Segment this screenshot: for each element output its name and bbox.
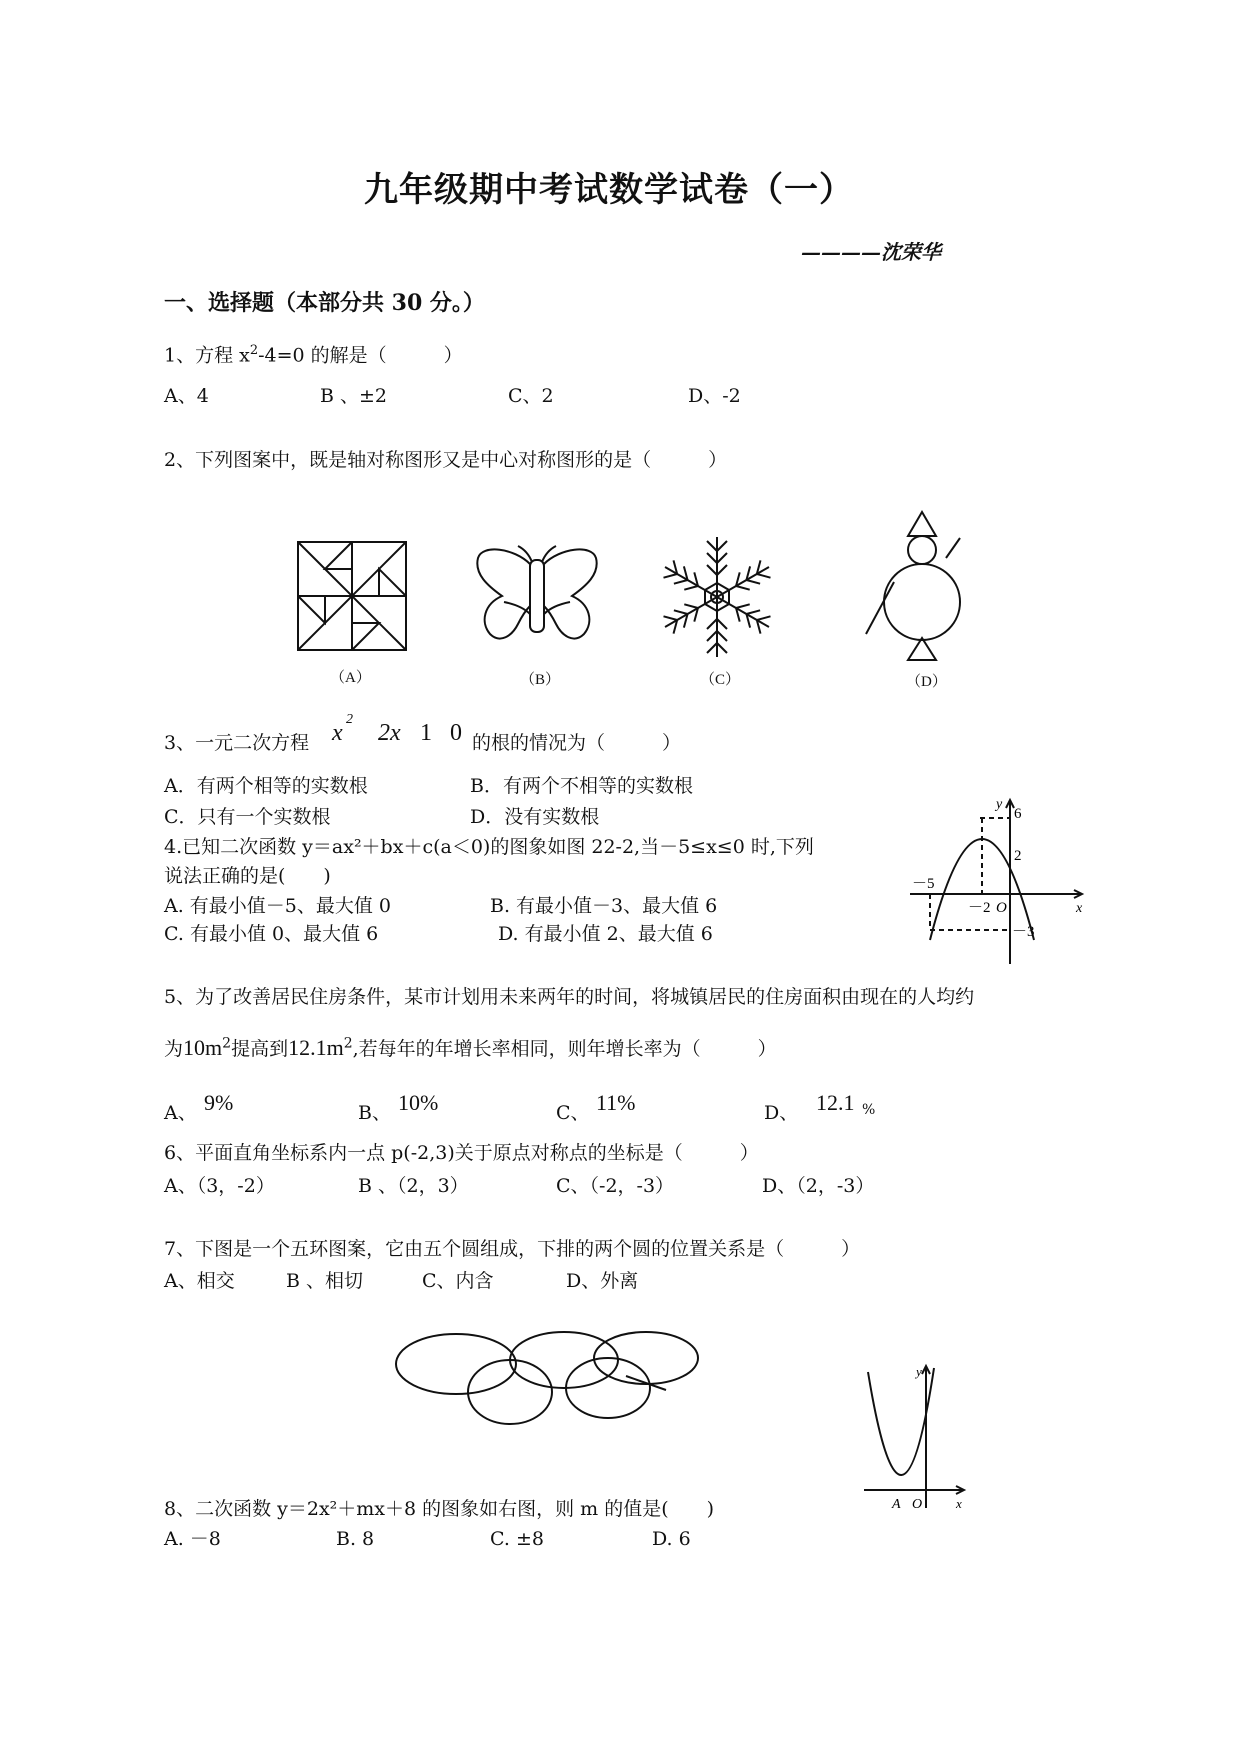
- q5-area1: 10m: [183, 1035, 223, 1060]
- five-rings-figure: [396, 1330, 706, 1430]
- q6-option-c[interactable]: C、（-2，-3）: [556, 1175, 675, 1197]
- q4-graph-origin: O: [996, 900, 1007, 916]
- parabola-graph-q4: [900, 796, 1090, 966]
- q5-option-a[interactable]: [164, 1101, 197, 1125]
- q1-option-c[interactable]: C、2: [508, 385, 554, 407]
- q4-graph-x-label: x: [1076, 901, 1083, 916]
- q8-graph-x-label: x: [956, 1496, 962, 1511]
- author: ————沈荣华: [801, 240, 941, 264]
- q5-option-d-value: 12.1: [816, 1090, 855, 1115]
- q4-line2: 说法正确的是( ): [164, 865, 331, 887]
- q4-line1: 4.已知二次函数 y＝ax²＋bx＋c(a＜0)的图象如图 22-2,当－5≤x≤0 时,下列: [164, 836, 814, 858]
- q5-option-c[interactable]: [556, 1101, 590, 1125]
- q3-prefix: 3、一元二次方程: [164, 732, 310, 754]
- q3-option-a[interactable]: A．有两个相等的实数根: [164, 775, 368, 797]
- q3-formula-0: 0: [450, 720, 462, 746]
- q4-graph-two: 2: [1014, 848, 1022, 864]
- q5-area1-exp: 2: [222, 1035, 232, 1052]
- q1-option-b[interactable]: B 、±2: [320, 385, 388, 407]
- figure-label-a: （A）: [330, 670, 371, 686]
- q1-stem-a: 1、方程 x: [164, 344, 250, 367]
- figure-label-d: （D）: [906, 674, 947, 690]
- q4-option-a[interactable]: A. 有最小值－5、最大值 0: [164, 895, 392, 917]
- pinwheel-figure: [296, 540, 408, 652]
- q8-option-d[interactable]: D. 6: [652, 1528, 691, 1550]
- q3-formula-exp: 2: [346, 712, 353, 727]
- q5-line2: [164, 1034, 777, 1061]
- q5-line2-c: ,若每年的年增长率相同，则年增长率为（ ）: [352, 1038, 777, 1060]
- q6-option-a[interactable]: A、（3，-2）: [164, 1175, 275, 1197]
- q3-formula-1: 1: [420, 720, 432, 746]
- snowflake-figure: [654, 534, 780, 660]
- butterfly-figure: [474, 544, 600, 652]
- q5-line1: 5、为了改善居民住房条件，某市计划用未来两年的时间，将城镇居民的住房面积由现在的人均约: [164, 986, 975, 1008]
- q5-line2-b: 提高到: [231, 1038, 289, 1060]
- section-heading: 一、选择题（本部分共 30 分。）: [164, 290, 485, 316]
- q4-graph-neg3: －3: [1012, 924, 1035, 940]
- q6-option-d[interactable]: D、（2，-3）: [762, 1175, 875, 1197]
- q5-option-a-value: 9%: [204, 1090, 234, 1115]
- q8-graph-y-label: y: [916, 1364, 922, 1379]
- q8-graph-a-label: A: [892, 1497, 901, 1512]
- q4-graph-neg5: －5: [912, 876, 935, 892]
- q4-option-d[interactable]: D. 有最小值 2、最大值 6: [498, 923, 713, 945]
- question-1: [164, 339, 463, 367]
- q5-option-d-letter: D、: [764, 1102, 799, 1124]
- figure-label-b: （B）: [520, 672, 561, 688]
- q5-area2: 12.1m: [288, 1035, 344, 1060]
- q8-option-b[interactable]: B. 8: [336, 1528, 375, 1550]
- question-2: 2、下列图案中，既是轴对称图形又是中心对称图形的是（ ）: [164, 449, 728, 471]
- q4-option-b[interactable]: B. 有最小值－3、最大值 6: [490, 895, 718, 917]
- q6-option-b[interactable]: B 、（2，3）: [358, 1175, 469, 1197]
- q7-option-d[interactable]: D、外离: [566, 1270, 639, 1292]
- question-8: 8、二次函数 y＝2x²＋mx＋8 的图象如右图，则 m 的值是( ): [164, 1498, 715, 1520]
- q5-option-c-letter: C、: [556, 1102, 590, 1124]
- q3-option-d[interactable]: D．没有实数根: [470, 806, 600, 828]
- q3-formula-2x: 2x: [378, 720, 401, 746]
- q7-option-a[interactable]: A、相交: [164, 1270, 235, 1292]
- q3-option-c[interactable]: C．只有一个实数根: [164, 806, 331, 828]
- q5-option-a-letter: A、: [164, 1102, 197, 1124]
- q7-option-c[interactable]: C、内含: [422, 1270, 494, 1292]
- q4-graph-six: 6: [1014, 806, 1022, 822]
- question-6: 6、平面直角坐标系内一点 p(-2,3)关于原点对称点的坐标是（ ）: [164, 1142, 759, 1164]
- q7-option-b[interactable]: B 、相切: [286, 1270, 364, 1292]
- q3-suffix: 的根的情况为（ ）: [472, 732, 682, 754]
- q8-option-c[interactable]: C. ±8: [490, 1528, 544, 1550]
- q5-line2-a: 为: [164, 1038, 184, 1060]
- q4-option-c[interactable]: C. 有最小值 0、最大值 6: [164, 923, 379, 945]
- question-7: 7、下图是一个五环图案，它由五个圆组成，下排的两个圆的位置关系是（ ）: [164, 1238, 861, 1260]
- q4-graph-y-label: y: [996, 797, 1003, 812]
- q3-formula-x: x: [332, 720, 343, 746]
- q8-option-a[interactable]: A. －8: [164, 1528, 221, 1550]
- q5-option-b-value: 10%: [398, 1090, 439, 1115]
- page-title: 九年级期中考试数学试卷（一）: [364, 170, 854, 210]
- snowman-figure: [860, 510, 980, 670]
- q1-option-d[interactable]: D、-2: [688, 385, 741, 407]
- q5-area2-exp: 2: [343, 1035, 353, 1052]
- q1-option-a[interactable]: A、4: [164, 385, 209, 407]
- q8-graph-origin: O: [912, 1497, 923, 1512]
- q3-option-b[interactable]: B．有两个不相等的实数根: [470, 775, 693, 797]
- q5-option-d[interactable]: [764, 1101, 798, 1125]
- q1-stem-b: -4=0 的解是（ ）: [258, 344, 463, 367]
- figure-label-c: （C）: [700, 672, 741, 688]
- q5-option-b-letter: B、: [358, 1102, 391, 1124]
- q5-option-c-value: 11%: [596, 1090, 636, 1115]
- q5-option-d-unit: %: [862, 1102, 876, 1118]
- q4-graph-neg2: －2: [968, 900, 991, 916]
- q1-exponent: 2: [249, 343, 259, 358]
- parabola-graph-q8: [862, 1360, 972, 1510]
- q5-option-b[interactable]: [358, 1101, 391, 1125]
